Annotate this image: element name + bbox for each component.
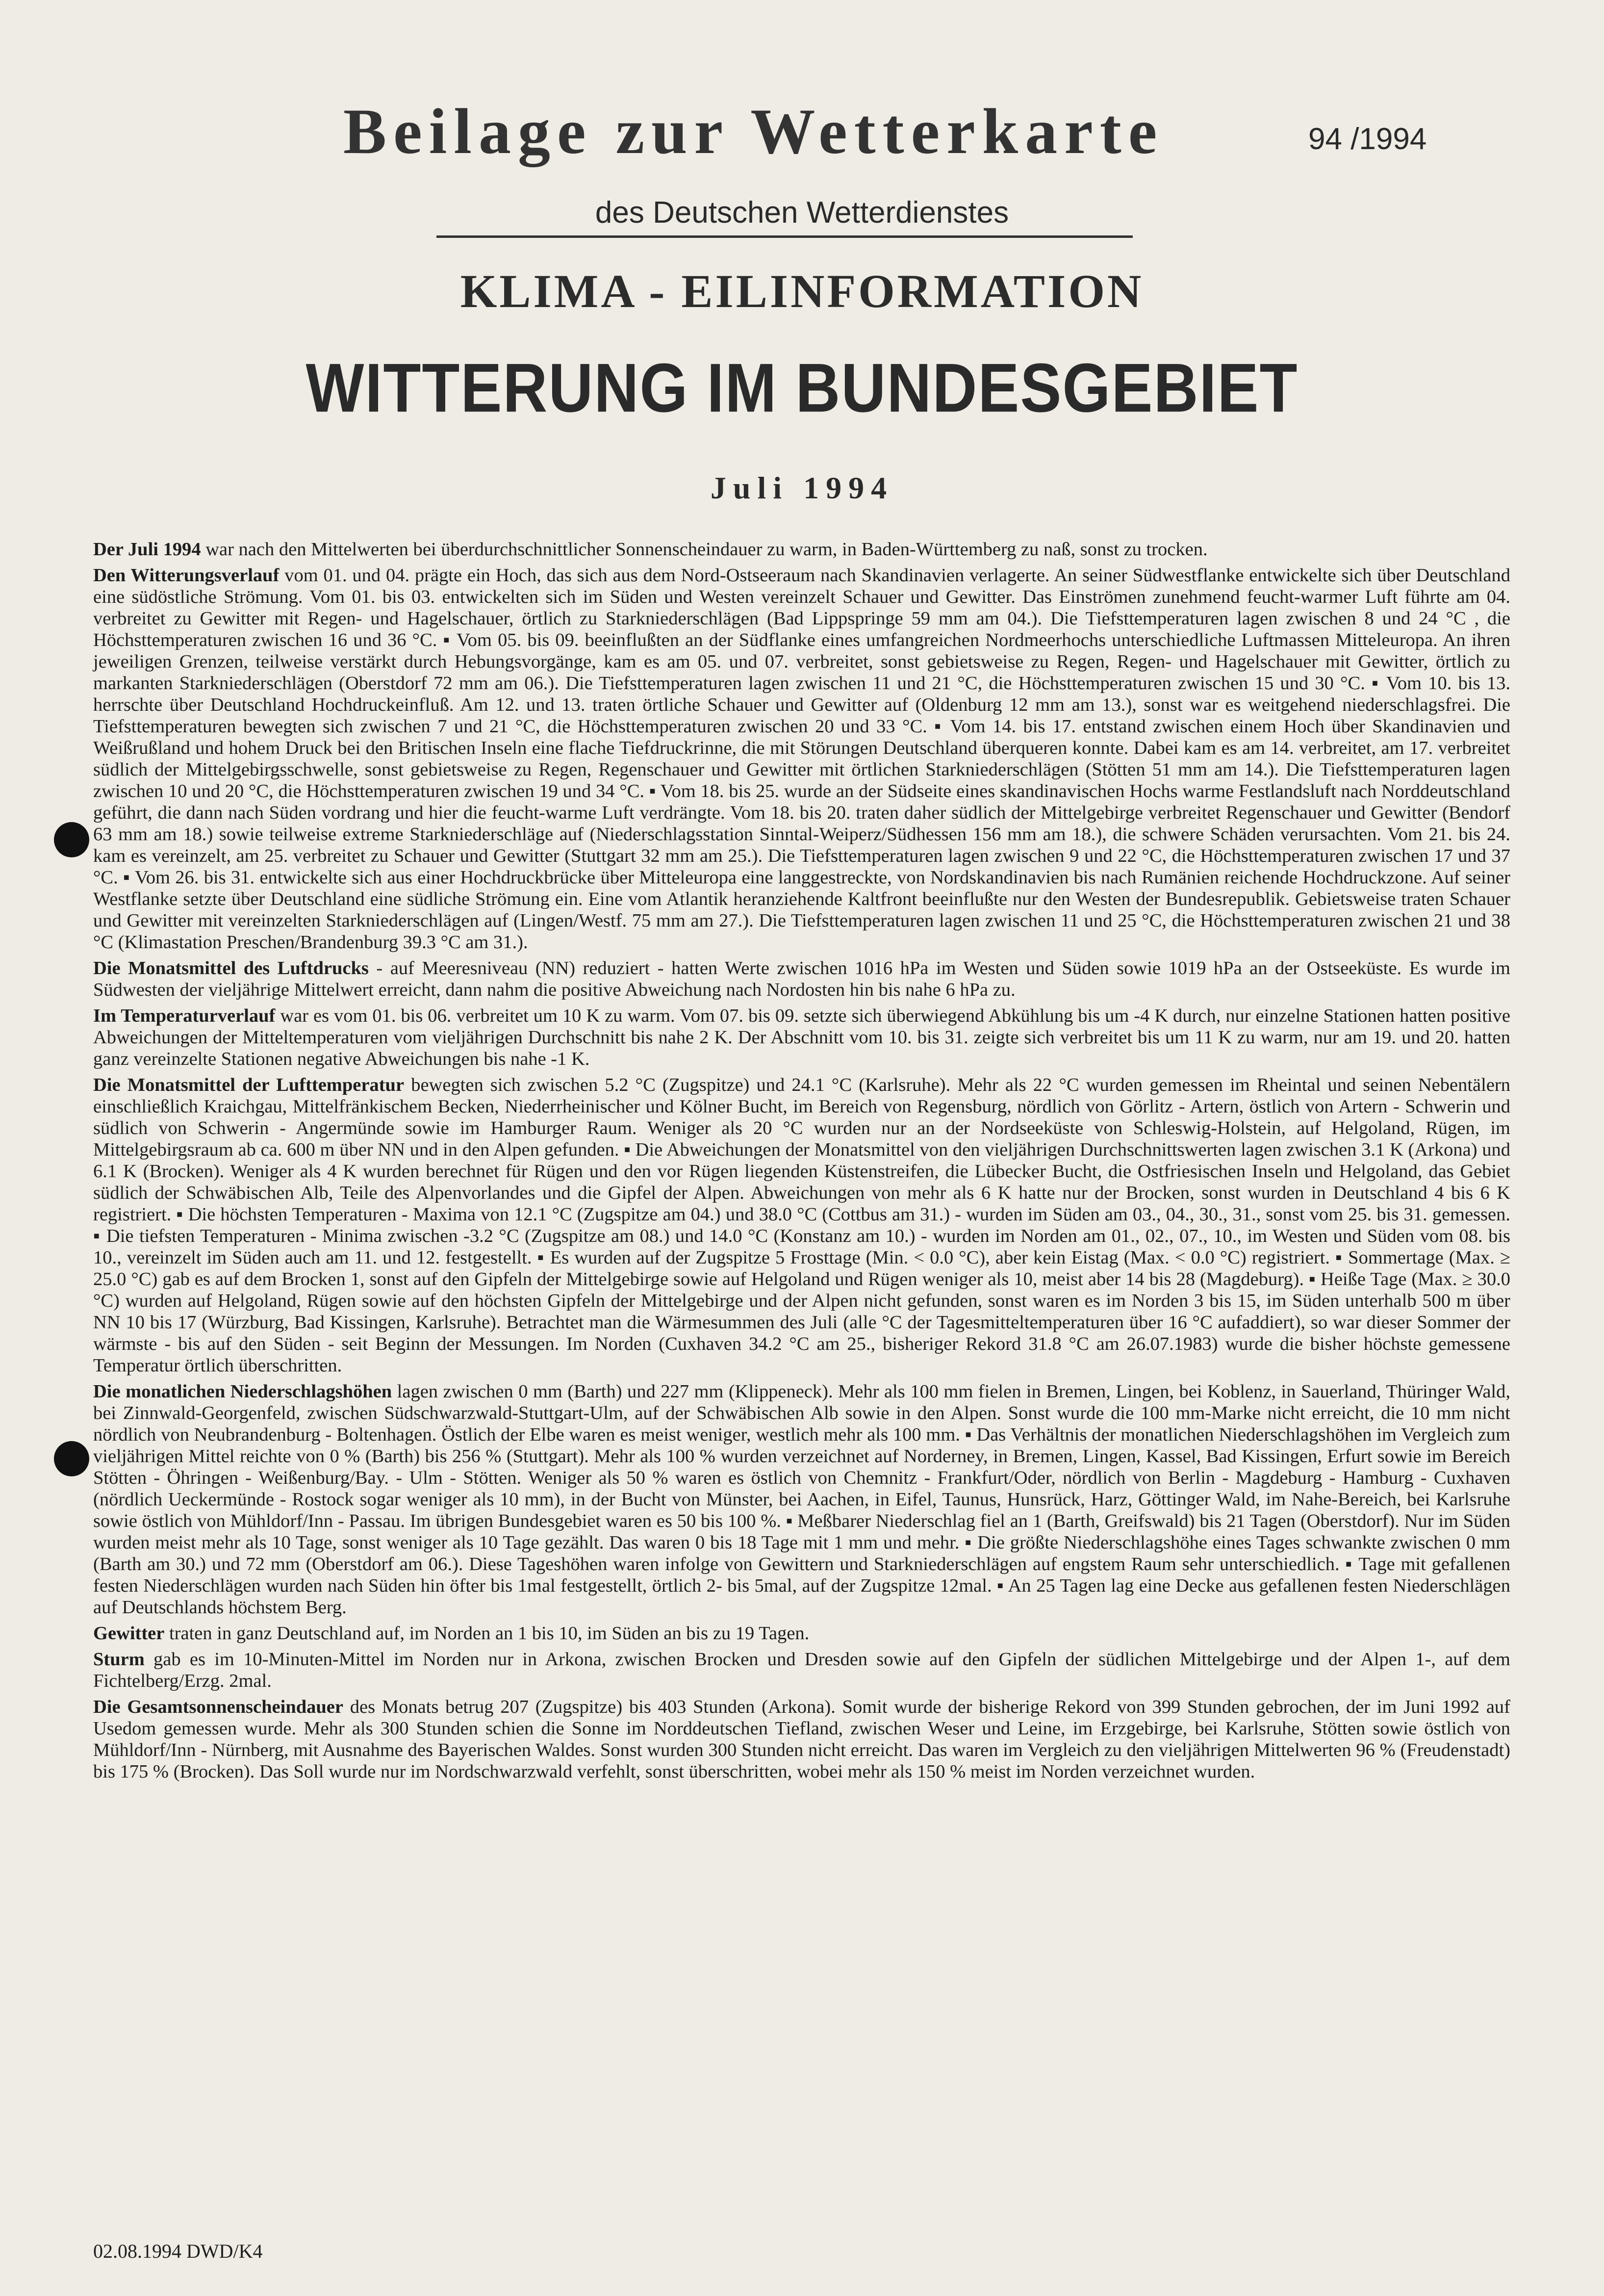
- section-title: KLIMA - EILINFORMATION: [460, 265, 1144, 317]
- issue-number: 94 /1994: [1308, 122, 1427, 156]
- punch-hole: [54, 822, 89, 857]
- report-month: Juli 1994: [710, 470, 894, 505]
- paragraph-text: - auf Meeresniveau (NN) reduziert - hatten Werte zwischen 1016 hPa im Westen und Süden sowie 1019 hPa an der Ostseeküste. Es wurde im Südwesten der vieljährige Mittelwert erreicht, dann nahm die positive Abweichung nach Nordosten hin bis nahe 6 hPa zu.: [93, 958, 1511, 1000]
- punch-hole: [54, 1441, 89, 1476]
- paragraph-text: gab es im 10-Minuten-Mittel im Norden nur in Arkona, zwischen Brocken und Dresden sowie auf den Gipfeln der südlichen Mittelgebirge und der Alpen 1-, auf dem Fichtelberg/Erzg. 2mal.: [93, 1649, 1510, 1691]
- paragraph-lead: Die Gesamtsonnenscheindauer: [93, 1697, 343, 1717]
- paragraph-lead: Sturm: [93, 1649, 145, 1670]
- paragraph-temperature-course: [93, 1005, 1510, 1070]
- paragraph-text: des Monats betrug 207 (Zugspitze) bis 403 Stunden (Arkona). Somit wurde der bisherige Rekord von 399 Stunden gebrochen, der im Juni 1992 auf Usedom gemessen wurde. Mehr als 300 Stunden schien die Sonne im Norddeutschen Tiefland, zwischen Weser und Leine, im Erzgebirge, bei Karlsruhe, Stötten sowie östlich von Mühldorf/Inn - Nürnberg, mit Ausnahme des Bayerischen Waldes. Sonst wurden 300 Stunden nicht erreicht. Das waren im Vergleich zu den vieljährigen Mittelwerten 96 % (Freudenstadt) bis 175 % (Brocken). Das Soll wurde nur im Nordschwarzwald verfehlt, sonst überschritten, wobei mehr als 150 % meist im Norden verzeichnet wurden.: [93, 1697, 1511, 1782]
- header-divider: [436, 235, 1133, 238]
- paragraph-thunderstorms: [93, 1623, 1510, 1644]
- paragraph-precipitation: [93, 1381, 1510, 1618]
- paragraph-air-temperature: [93, 1074, 1510, 1376]
- paragraph-air-pressure: [93, 957, 1510, 1001]
- footer-reference: 02.08.1994 DWD/K4: [93, 2240, 263, 2262]
- paragraph-lead: Im Temperaturverlauf: [93, 1006, 276, 1026]
- report-body: [93, 539, 1510, 1787]
- main-title: WITTERUNG IM BUNDESGEBIET: [306, 349, 1298, 427]
- paragraph-lead: Die monatlichen Niederschlagshöhen: [93, 1381, 392, 1402]
- paragraph-text: lagen zwischen 0 mm (Barth) und 227 mm (Klippeneck). Mehr als 100 mm fielen in Bremen, Lingen, bei Koblenz, in Sauerland, Thüringer Wald, bei Zinnwald-Georgenfeld, zwischen Südschwarzwald-Stuttgart-Ulm, auf der Schwäbischen Alb sowie in den Alpen. Sonst wurde die 100 mm-Marke nicht erreicht, die 10 mm nicht nördlich von Neubrandenburg - Boltenhagen. Östlich der Elbe waren es meist weniger, westlich mehr als 100 mm. ▪ Das Verhältnis der monatlichen Niederschlagshöhen im Vergleich zum vieljährigen Mittel reichte von 0 % (Barth) bis 256 % (Stuttgart). Mehr als 100 % wurden verzeichnet auf Norderney, in Bremen, Lingen, Kassel, Bad Kissingen, Erfurt sowie im Bereich Stötten - Öhringen - Weißenburg/Bay. - Ulm - Stötten. Weniger als 50 % waren es östlich von Chemnitz - Frankfurt/Oder, nördlich von Berlin - Magdeburg - Hamburg - Cuxhaven (nördlich Ueckermünde - Rostock sogar weniger als 10 mm), in der Bucht von Münster, bei Aachen, in Eifel, Taunus, Hunsrück, Harz, Göttinger Wald, im Nahe-Bereich, bei Karlsruhe sowie östlich von Mühldorf/Inn - Passau. Im übrigen Bundesgebiet waren es 50 bis 100 %. ▪ Meßbarer Niederschlag fiel an 1 (Barth, Greifswald) bis 21 Tagen (Oberstdorf). Nur im Süden wurden meist mehr als 10 Tage, sonst weniger als 10 Tage gezählt. Das waren 0 bis 18 Tage mit 1 mm und mehr. ▪ Die größte Niederschlagshöhe eines Tages schwankte zwischen 0 mm (Barth am 30.) und 72 mm (Oberstdorf am 06.). Diese Tageshöhen waren infolge von Gewittern und Starkniederschlägen auf engstem Raum sehr unterschiedlich. ▪ Tage mit gefallenen festen Niederschlägen wurden nach Süden hin öfter bis 1mal festgestellt, örtlich 2- bis 5mal, auf der Zugspitze 12mal. ▪ An 25 Tagen lag eine Decke aus gefallenen festen Niederschlägen auf Deutschlands höchstem Berg.: [93, 1381, 1510, 1618]
- paragraph-text: war nach den Mittelwerten bei überdurchschnittlicher Sonnenscheindauer zu warm, in Baden-Württemberg zu naß, sonst zu trocken.: [201, 539, 1208, 560]
- paragraph-lead: Den Witterungsverlauf: [93, 565, 280, 586]
- paragraph-lead: Die Monatsmittel des Luftdrucks: [93, 958, 369, 979]
- paragraph-text: traten in ganz Deutschland auf, im Norden an 1 bis 10, im Süden an bis zu 19 Tagen.: [164, 1623, 810, 1644]
- paragraph-lead: Die Monatsmittel der Lufttemperatur: [93, 1075, 405, 1095]
- paragraph-text: war es vom 01. bis 06. verbreitet um 10 K zu warm. Vom 07. bis 09. setzte sich überwiegend Abkühlung bis um -4 K durch, nur einzelne Stationen hatten positive Abweichungen der Mitteltemperaturen vom vieljährigen Durchschnitt bis nahe 2 K. Der Abschnitt vom 10. bis 31. zeigte sich verbreitet bis um 11 K zu warm, nur am 19. und 20. hatten ganz vereinzelte Stationen negative Abweichungen bis nahe -1 K.: [93, 1006, 1510, 1069]
- paragraph-weather-course: [93, 565, 1510, 953]
- paragraph-lead: Der Juli 1994: [93, 539, 201, 560]
- paragraph-text: bewegten sich zwischen 5.2 °C (Zugspitze) und 24.1 °C (Karlsruhe). Mehr als 22 °C wurden gemessen im Rheintal und seinen Nebentälern einschließlich Kraichgau, Mittelfränkischem Becken, Niederrheinischer und Kölner Bucht, im Bereich von Regensburg, nördlich von Görlitz - Artern, östlich von Artern - Schwerin und südlich von Schwerin - Angermünde sowie im Hamburger Raum. Weniger als 20 °C wurden nur an der Nordseeküste von Schleswig-Holstein, auf Helgoland, Rügen, im Mittelgebirgsraum ab ca. 600 m über NN und in den Alpen gefunden. ▪ Die Abweichungen der Monatsmittel von den vieljährigen Durchschnittswerten lagen zwischen 3.1 K (Arkona) und 6.1 K (Brocken). Weniger als 4 K wurden berechnet für Rügen und den vor Rügen liegenden Küstenstreifen, die Lübecker Bucht, die Ostfriesischen Inseln und Helgoland, das Gebiet südlich der Schwäbischen Alb, Teile des Alpenvorlandes und die Gipfel der Alpen. Abweichungen von mehr als 6 K hatte nur der Brocken, sonst wurden in Deutschland 4 bis 6 K registriert. ▪ Die höchsten Temperaturen - Maxima von 12.1 °C (Zugspitze am 04.) und 38.0 °C (Cottbus am 31.) - wurden im Süden am 03., 04., 30., 31., sonst vom 25. bis 31. gemessen. ▪ Die tiefsten Temperaturen - Minima zwischen -3.2 °C (Zugspitze am 08.) und 14.0 °C (Konstanz am 10.) - wurden im Norden am 01., 02., 07., 10., im Westen und Süden vom 08. bis 10., vereinzelt im Süden auch am 11. und 12. festgestellt. ▪ Es wurden auf der Zugspitze 5 Frosttage (Min. < 0.0 °C), aber kein Eistag (Max. < 0.0 °C) registriert. ▪ Sommertage (Max. ≥ 25.0 °C) gab es auf dem Brocken 1, sonst auf den Gipfeln der Mittelgebirge sowie auf Helgoland und Rügen weniger als 10, meist aber 14 bis 28 (Magdeburg). ▪ Heiße Tage (Max. ≥ 30.0 °C) wurden auf Helgoland, Rügen sowie auf den höchsten Gipfeln der Mittelgebirge und der Alpen nicht gefunden, sonst waren es im Norden 3 bis 15, im Süden unterhalb 500 m über NN 10 bis 17 (Würzburg, Bad Kissingen, Karlsruhe). Betrachtet man die Wärmesummen des Juli (alle °C der Tagesmitteltemperaturen über 16 °C aufaddiert), so war dieser Sommer der wärmste - bis auf den Süden - seit Beginn der Messungen. Im Norden (Cuxhaven 34.2 °C am 25., bisheriger Rekord 31.8 °C am 26.07.1983) wurde die bisher höchste gemessene Temperatur örtlich überschritten.: [93, 1075, 1510, 1376]
- paragraph-text: vom 01. und 04. prägte ein Hoch, das sich aus dem Nord-Ostseeraum nach Skandinavien verlagerte. An seiner Südwestflanke entwickelte sich über Deutschland eine südöstliche Strömung. Vom 01. bis 03. entwickelten sich im Süden und Westen vereinzelt Schauer und Gewitter. Das Einströmen zunehmend feucht-warmer Luft führte am 04. verbreitet zu Gewitter mit Regen- und Hagelschauer, örtlich zu Starkniederschlägen (Bad Lippspringe 59 mm am 04.). Die Tiefsttemperaturen lagen zwischen 8 und 24 °C , die Höchsttemperaturen zwischen 16 und 36 °C. ▪ Vom 05. bis 09. beeinflußten an der Südflanke eines umfangreichen Nordmeerhochs unterschiedliche Luftmassen Mitteleuropa. An ihren jeweiligen Grenzen, teilweise verstärkt durch Hebungsvorgänge, kam es am 05. und 07. verbreitet, sonst gebietsweise zu Regen, Regen- und Hagelschauer mit Gewitter, örtlich zu markanten Starkniederschlägen (Oberstdorf 72 mm am 06.). Die Tiefsttemperaturen lagen zwischen 11 und 21 °C, die Höchsttemperaturen zwischen 15 und 30 °C. ▪ Vom 10. bis 13. herrschte über Deutschland Hochdruckeinfluß. Am 12. und 13. traten örtliche Schauer und Gewitter auf (Oldenburg 12 mm am 13.), sonst war es weitgehend niederschlagsfrei. Die Tiefsttemperaturen bewegten sich zwischen 7 und 21 °C, die Höchsttemperaturen zwischen 20 und 33 °C. ▪ Vom 14. bis 17. entstand zwischen einem Hoch über Skandinavien und Weißrußland und hohem Druck bei den Britischen Inseln eine flache Tiefdruckrinne, die mit Störungen Deutschland überqueren konnte. Dabei kam es am 14. verbreitet, am 17. verbreitet südlich der Mittelgebirgsschwelle, sonst gebietsweise zu Regen, Regenschauer und Gewitter mit örtlichen Starkniederschlägen (Stötten 51 mm am 14.). Die Tiefsttemperaturen lagen zwischen 10 und 20 °C, die Höchsttemperaturen zwischen 19 und 34 °C. ▪ Vom 18. bis 25. wurde an der Südseite eines skandinavischen Hochs warme Festlandsluft nach Norddeutschland geführt, die dann nach Süden vordrang und hier die feucht-warme Luft verdrängte. Vom 18. bis 20. traten daher südlich der Mittelgebirge verbreitet Regenschauer und Gewitter (Bendorf 63 mm am 18.) sowie teilweise extreme Starkniederschläge auf (Niederschlagsstation Sinntal-Weiperz/Südhessen 156 mm am 18.), die schwere Schäden verursachten. Vom 21. bis 24. kam es vereinzelt, am 25. verbreitet zu Schauer und Gewitter (Stuttgart 32 mm am 25.). Die Tiefsttemperaturen lagen zwischen 9 und 22 °C, die Höchsttemperaturen zwischen 17 und 37 °C. ▪ Vom 26. bis 31. entwickelte sich aus einer Hochdruckbrücke über Mitteleuropa eine langgestreckte, von Nordskandinavien bis nach Rumänien reichende Hochdruckzone. Auf seiner Westflanke setzte über Deutschland eine südliche Strömung ein. Eine vom Atlantik heranziehende Kaltfront beeinflußte nur den Westen der Bundesrepublik. Gebietsweise traten Schauer und Gewitter mit vereinzelten Starkniederschlägen auf (Lingen/Westf. 75 mm am 27.). Die Tiefsttemperaturen lagen zwischen 11 und 25 °C, die Höchsttemperaturen zwischen 21 und 38 °C (Klimastation Preschen/Brandenburg 39.3 °C am 31.).: [93, 565, 1511, 953]
- paragraph-summary: [93, 539, 1510, 560]
- paragraph-lead: Gewitter: [93, 1623, 165, 1644]
- masthead-title: Beilage zur Wetterkarte: [343, 95, 1164, 167]
- paragraph-sunshine: [93, 1696, 1510, 1782]
- paragraph-storm: [93, 1649, 1510, 1692]
- masthead-subtitle: des Deutschen Wetterdienstes: [595, 196, 1009, 230]
